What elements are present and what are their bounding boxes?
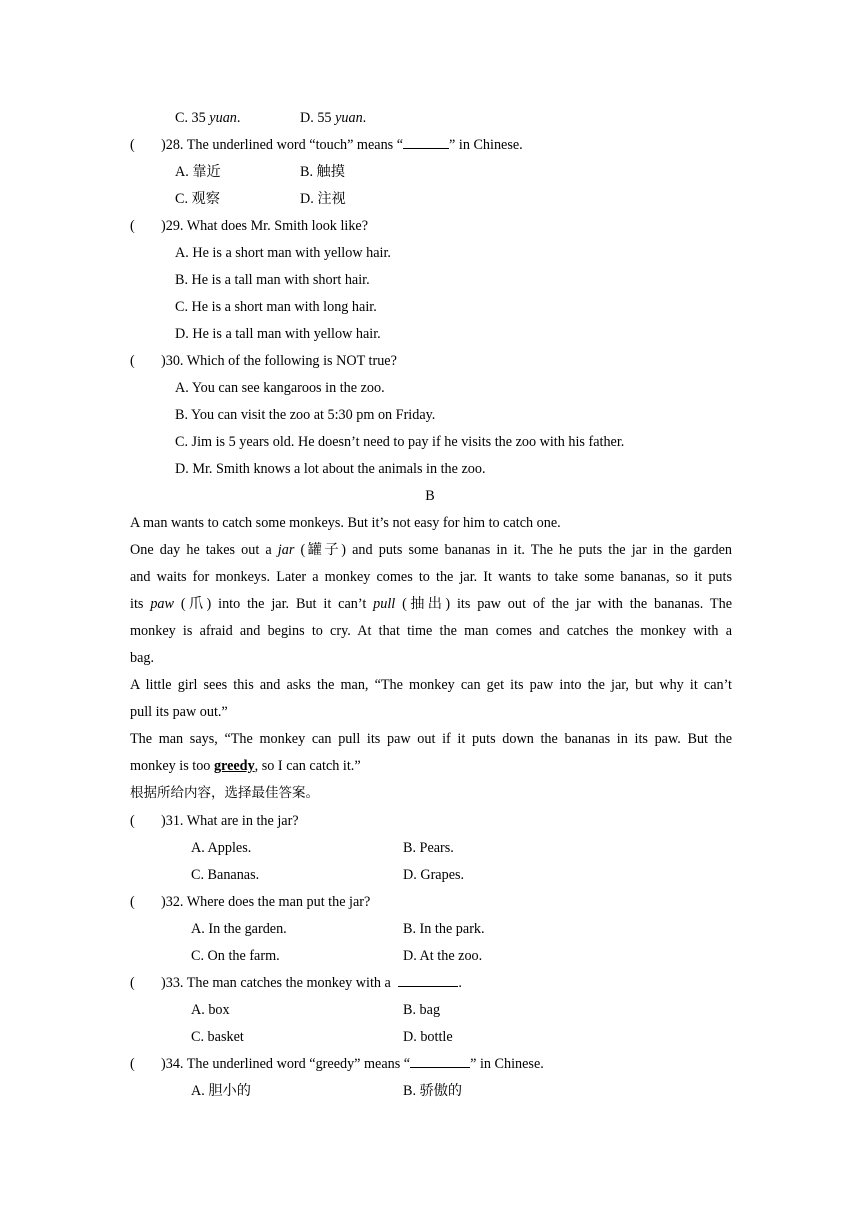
q29-option-c: C. He is a short man with long hair. <box>175 299 377 315</box>
q28-answer-paren: ( <box>130 137 135 153</box>
q30-question: )30. Which of the following is NOT true? <box>161 353 397 369</box>
section-b-heading: B <box>425 488 435 504</box>
q31-option-d: D. Grapes. <box>403 867 465 883</box>
passage-paragraph-3-line-2: pull its paw out.” <box>130 704 228 720</box>
q34-answer-paren: ( <box>130 1056 135 1072</box>
passage-paragraph-4-line-1: The man says, “The monkey can pull its paw out if it puts down the bananas in its paw. But the <box>130 731 732 747</box>
q28-option-a: A. 靠近 <box>175 164 221 180</box>
q32-option-a: A. In the garden. <box>191 921 287 937</box>
passage-paragraph-3-line-1: A little girl sees this and asks the man, “The monkey can get its paw into the jar, but why it can’t <box>130 677 732 693</box>
q30-answer-paren: ( <box>130 353 135 369</box>
q28-option-d: D. 注视 <box>300 191 346 207</box>
q34-option-b: B. 骄傲的 <box>403 1083 463 1099</box>
q34-option-a: A. 胆小的 <box>191 1083 251 1099</box>
q27-option-c: C. 35 yuan. <box>175 110 241 126</box>
q27-option-d: D. 55 yuan. <box>300 110 367 126</box>
q32-option-b: B. In the park. <box>403 921 485 937</box>
passage-paragraph-4-line-2: monkey is too greedy, so I can catch it.” <box>130 758 361 774</box>
answer-blank <box>410 1055 470 1068</box>
q32-answer-paren: ( <box>130 894 135 910</box>
q28-option-b: B. 触摸 <box>300 164 345 180</box>
q28-option-c: C. 观察 <box>175 191 220 207</box>
q32-question: )32. Where does the man put the jar? <box>161 894 371 910</box>
q29-option-d: D. He is a tall man with yellow hair. <box>175 326 381 342</box>
q33-option-c: C. basket <box>191 1029 244 1045</box>
q33-option-a: A. box <box>191 1002 230 1018</box>
passage-paragraph-2-line-1: One day he takes out a jar (罐子) and puts some bananas in it. The he puts the jar in the garden <box>130 542 732 558</box>
passage-paragraph-2-line-4: monkey is afraid and begins to cry. At that time the man comes and catches the monkey with a <box>130 623 732 639</box>
answer-blank <box>403 136 449 149</box>
underlined-word-greedy: greedy <box>213 758 255 774</box>
q28-question: )28. The underlined word “touch” means “ ” in Chinese. <box>161 137 523 153</box>
q29-option-a: A. He is a short man with yellow hair. <box>175 245 391 261</box>
answer-blank <box>398 974 458 987</box>
q31-answer-paren: ( <box>130 813 135 829</box>
q33-option-b: B. bag <box>403 1002 441 1018</box>
q30-option-d: D. Mr. Smith knows a lot about the animals in the zoo. <box>175 461 486 477</box>
passage-paragraph-1: A man wants to catch some monkeys. But it’s not easy for him to catch one. <box>130 515 561 531</box>
q32-option-c: C. On the farm. <box>191 948 280 964</box>
q33-option-d: D. bottle <box>403 1029 453 1045</box>
q31-option-a: A. Apples. <box>191 840 252 856</box>
q31-option-c: C. Bananas. <box>191 867 260 883</box>
passage-paragraph-2-line-2: and waits for monkeys. Later a monkey comes to the jar. It wants to take some bananas, so it puts <box>130 569 732 585</box>
q29-option-b: B. He is a tall man with short hair. <box>175 272 370 288</box>
q31-question: )31. What are in the jar? <box>161 813 299 829</box>
q29-question: )29. What does Mr. Smith look like? <box>161 218 369 234</box>
q30-option-a: A. You can see kangaroos in the zoo. <box>175 380 385 396</box>
passage-paragraph-2-line-3: its paw (爪) into the jar. But it can’t pull (抽出) its paw out of the jar with the bananas. The <box>130 596 732 612</box>
q33-answer-paren: ( <box>130 975 135 991</box>
instruction-text: 根据所给内容，选择最佳答案。 <box>130 785 319 801</box>
q33-question: )33. The man catches the monkey with a . <box>161 975 462 991</box>
passage-paragraph-2-line-5: bag. <box>130 650 155 666</box>
q31-option-b: B. Pears. <box>403 840 454 856</box>
q30-option-b: B. You can visit the zoo at 5:30 pm on Friday. <box>175 407 436 423</box>
q29-answer-paren: ( <box>130 218 135 234</box>
q34-question: )34. The underlined word “greedy” means “ ” in Chinese. <box>161 1056 544 1072</box>
q30-option-c: C. Jim is 5 years old. He doesn’t need to pay if he visits the zoo with his father. <box>175 434 625 450</box>
q32-option-d: D. At the zoo. <box>403 948 483 964</box>
